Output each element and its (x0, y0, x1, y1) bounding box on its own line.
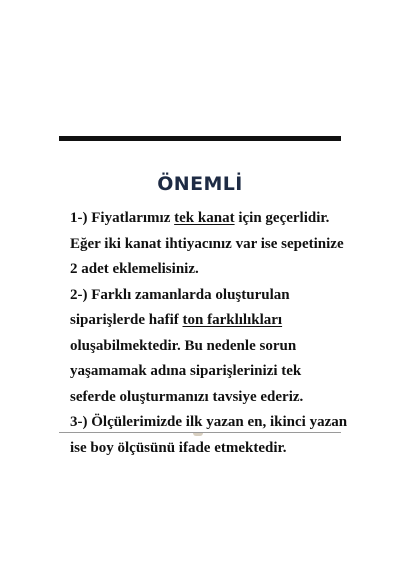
notice-heading: ÖNEMLİ (157, 173, 243, 195)
notice-line (70, 385, 370, 411)
line-text: seferde oluşturmanızı tavsiye ederiz. (70, 388, 304, 405)
notice-body (70, 206, 370, 461)
underlined-phrase: ton farklılıkları (182, 312, 283, 328)
line-text: ise boy ölçüsünü ifade etmektedir. (70, 439, 287, 456)
underlined-phrase: tek kanat (174, 210, 235, 226)
line-text: 3-) Ölçülerimizde ilk yazan en, ikinci yazan (70, 414, 348, 430)
line-text: 1-) Fiyatlarımız (70, 210, 175, 226)
notice-line (70, 283, 370, 309)
line-text: oluşabilmektedir. Bu nedenle sorun (70, 337, 297, 354)
line-text: 2 adet eklemelisiniz. (70, 261, 199, 277)
line-text: siparişlerde hafif (70, 312, 183, 328)
line-text: yaşamamak adına siparişlerinizi tek (70, 363, 302, 379)
notice-line (70, 206, 370, 232)
notice-line (70, 257, 370, 283)
notice-line (70, 308, 370, 334)
notice-line (70, 436, 370, 462)
notice-line (70, 232, 370, 258)
line-text: Eğer iki kanat ihtiyacınız var ise sepetinize (70, 235, 344, 252)
top-divider (59, 136, 341, 141)
divider-ornament (193, 433, 203, 436)
notice-line (70, 359, 370, 385)
line-text: için geçerlidir. (234, 210, 330, 226)
notice-line (70, 334, 370, 360)
line-text: 2-) Farklı zamanlarda oluşturulan (70, 286, 290, 303)
